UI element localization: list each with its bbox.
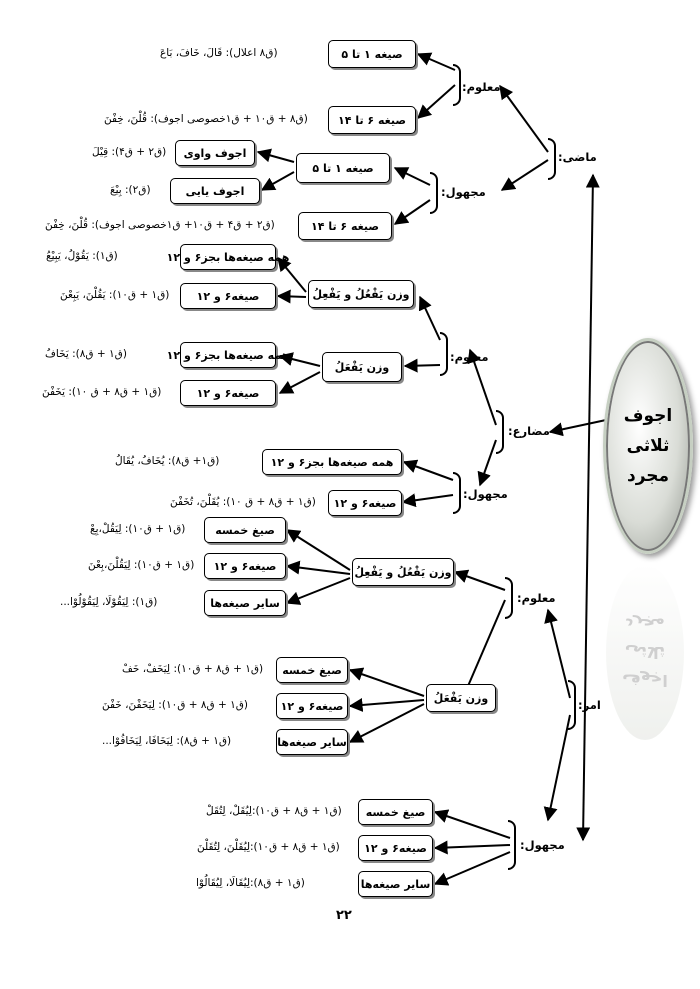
amr-majhool-box-1: صیغ خمسه <box>358 799 433 825</box>
amr-brace <box>568 680 576 730</box>
mudari-maloom-label: معلوم: <box>450 350 489 364</box>
madi-majhool-rule-2: (ق٢ + ق۴ + ق١٠+ ق١خصوصی اجوف): قُلْنَ، خِفْنَ <box>45 219 275 231</box>
amr-maloom-w2-rule-2: (ق١ + ق٨ + ق١٠): لِیَخَفْنَ، خَفْنَ <box>102 699 249 711</box>
madi-majhool-brace <box>430 172 438 214</box>
madi-maloom-box-2: صیغه ۶ تا ١۴ <box>328 106 416 134</box>
reflection-line-1: اجوف <box>622 671 668 691</box>
amr-maloom-label: معلوم: <box>517 591 556 605</box>
page-number: ٢٢ <box>336 908 352 923</box>
amr-maloom-w1-box-1: صیغ خمسه <box>204 517 286 543</box>
mudari-maloom-brace <box>440 332 448 376</box>
title-line-2: ثلاثی <box>626 436 670 456</box>
amr-majhool-rule-2: (ق١ + ق٨ + ق١٠):لِیُقَلْنَ، لِتُقَلْنَ <box>197 841 340 853</box>
madi-majhool-ajwaf-wawi: اجوف واوی <box>175 140 255 166</box>
madi-maloom-rule-2: (ق٨ + ق١٠ + ق١خصوصی اجوف): قُلْنَ، خِفْنَ <box>104 113 308 125</box>
amr-majhool-label: مجهول: <box>520 838 565 852</box>
amr-maloom-w2-box-1: صیغ خمسه <box>276 657 348 683</box>
amr-majhool-rule-1: (ق١ + ق٨ + ق١٠):لِیُقَلْ، لِتُقَلْ <box>206 805 342 817</box>
amr-maloom-w1-box-2: صیغه۶ و ١٢ <box>204 553 286 579</box>
reflection-line-3: مجرد <box>625 615 665 635</box>
amr-majhool-brace <box>508 820 516 870</box>
amr-majhool-box-3: سایر صیغه‌ها <box>358 871 433 897</box>
amr-maloom-w2: وزن یَفْعَلُ <box>426 684 496 712</box>
mudari-maloom-w1-rule-1: (ق١): یَقُوْلُ، یَبِیْعُ <box>46 250 118 262</box>
madi-maloom-label: معلوم: <box>462 80 501 94</box>
amr-majhool-rule-3: (ق١ + ق٨):لِیُقَالَا، لِیُقَالُوْا <box>196 877 305 889</box>
mudari-majhool-brace <box>453 472 461 514</box>
madi-majhool-label: مجهول: <box>441 185 486 199</box>
mudari-maloom-w2: وزن یَفْعَلُ <box>322 352 402 382</box>
madi-majhool-yaee-rule: (ق٢): بِیْعَ <box>110 184 151 196</box>
madi-maloom-brace <box>453 64 461 106</box>
amr-maloom-w1-rule-3: (ق١): لِیَقُوْلَا، لِیَقُوْلُوْا... <box>60 596 158 608</box>
reflection-line-2: ثلاثی <box>624 643 666 663</box>
mudari-maloom-w1: وزن یَفْعُلُ و یَفْعِلُ <box>308 280 414 308</box>
amr-maloom-brace <box>505 577 513 619</box>
mudari-maloom-w2-rule-1: (ق١ + ق٨): یَخَافُ <box>45 348 127 360</box>
mudari-maloom-w2-rule-2: (ق١ + ق٨ + ق ١٠): یَخَفْنَ <box>42 386 162 398</box>
amr-maloom-w2-rule-3: (ق١ + ق٨): لِیَخَافَا، لِیَخَافُوْا... <box>102 735 232 747</box>
amr-maloom-w2-box-2: صیغه۶ و ١٢ <box>276 693 348 719</box>
amr-maloom-w1-box-3: سایر صیغه‌ها <box>204 590 286 616</box>
branch-madi: ماضی: <box>558 150 597 164</box>
madi-majhool-ajwaf-yaee: اجوف یایی <box>170 178 260 204</box>
amr-maloom-w1: وزن یَفْعُلُ و یَفْعِلُ <box>352 558 454 586</box>
madi-majhool-box-1: صیغه ١ تا ۵ <box>296 153 390 183</box>
madi-brace <box>548 138 556 180</box>
title-line-1: اجوف <box>623 406 673 426</box>
mudari-brace <box>496 410 504 454</box>
amr-maloom-w2-box-3: سایر صیغه‌ها <box>276 729 348 755</box>
amr-majhool-box-2: صیغه۶ و ١٢ <box>358 835 433 861</box>
mudari-maloom-w2-box-1: همه صیغه‌ها بجز۶ و ١٢ <box>180 342 276 368</box>
mudari-majhool-box-1: همه صیغه‌ها بجز۶ و ١٢ <box>262 449 402 475</box>
title-line-3: مجرد <box>626 466 670 486</box>
mudari-majhool-box-2: صیغه۶ و ١٢ <box>328 490 402 516</box>
madi-majhool-wawi-rule: (ق٢ + ق۴): قِیْلَ <box>92 146 167 158</box>
madi-majhool-box-2: صیغه ۶ تا ١۴ <box>298 212 392 240</box>
madi-maloom-rule-1: (ق٨ اعلال): قَالَ، خَافَ، بَاعَ <box>160 47 278 59</box>
title-oval <box>603 338 693 554</box>
title-reflection <box>606 565 684 740</box>
mudari-maloom-w2-box-2: صیغه۶ و ١٢ <box>180 380 276 406</box>
mudari-majhool-label: مجهول: <box>463 487 508 501</box>
mudari-maloom-w1-box-1: همه صیغه‌ها بجز۶ و ١٢ <box>180 244 276 270</box>
amr-maloom-w1-rule-1: (ق١ + ق١٠): لِیَقُلْ،بِعْ <box>90 523 186 535</box>
mudari-majhool-rule-2: (ق١ + ق٨ + ق ١٠): یُقَلْنَ، تُخَفْنَ <box>170 496 316 508</box>
amr-maloom-w2-rule-1: (ق١ + ق٨ + ق١٠): لِیَخَفْ، خَفْ <box>122 663 264 675</box>
madi-maloom-box-1: صیغه ١ تا ۵ <box>328 40 416 68</box>
mudari-maloom-w1-rule-2: (ق١ + ق١٠): یَقُلْنَ، یَبِعْنَ <box>60 289 170 301</box>
branch-amr: امر: <box>578 698 601 712</box>
mudari-maloom-w1-box-2: صیغه۶ و ١٢ <box>180 283 276 309</box>
mudari-majhool-rule-1: (ق١+ ق٨): یُخَافُ، یُقَالُ <box>115 455 220 467</box>
branch-mudari: مضارع: <box>508 424 550 438</box>
amr-maloom-w1-rule-2: (ق١ + ق١٠): لِیَقُلْنَ،بِعْنَ <box>88 559 195 571</box>
